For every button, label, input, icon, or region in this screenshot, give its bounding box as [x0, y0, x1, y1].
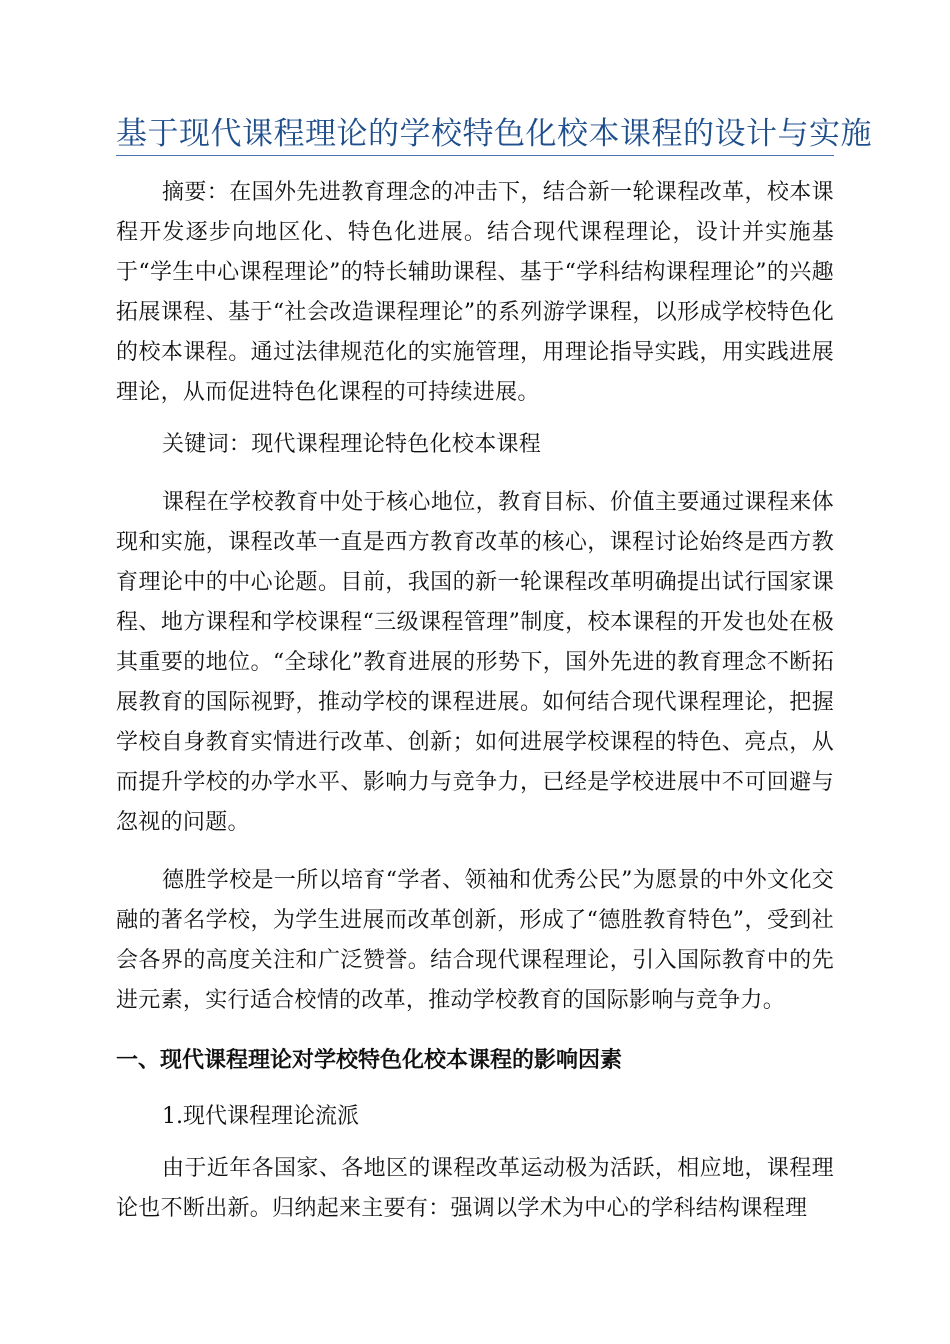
document-body [116, 173, 834, 1229]
body-paragraph-2: 德胜学校是一所以培育“学者、领袖和优秀公民”为愿景的中外文化交融的著名学校，为学生进展而改革创新，形成了“德胜教育特色”，受到社会各界的高度关注和广泛赞誉。结合现代课程理论，引入国际教育中的先进元素，实行适合校情的改革，推动学校教育的国际影响与竞争力。 [116, 868, 834, 1013]
body-paragraph-1: 课程在学校教育中处于核心地位，教育目标、价值主要通过课程来体现和实施，课程改革一直是西方教育改革的核心，课程讨论始终是西方教育理论中的中心论题。目前，我国的新一轮课程改革明确提出试行国家课程、地方课程和学校课程“三级课程管理”制度，校本课程的开发也处在极其重要的地位。“全球化”教育进展的形势下，国外先进的教育理念不断拓展教育的国际视野，推动学校的课程进展。如何结合现代课程理论，把握学校自身教育实情进行改革、创新；如何进展学校课程的特色、亮点，从而提升学校的办学水平、影响力与竞争力，已经是学校进展中不可回避与忽视的问题。 [116, 490, 834, 835]
title-underline [116, 155, 834, 156]
abstract-paragraph: 摘要：在国外先进教育理念的冲击下，结合新一轮课程改革，校本课程开发逐步向地区化、特色化进展。结合现代课程理论，设计并实施基于“学生中心课程理论”的特长辅助课程、基于“学科结构课程理论”的兴趣拓展课程、基于“社会改造课程理论”的系列游学课程，以形成学校特色化的校本课程。通过法律规范化的实施管理，用理论指导实践，用实践进展理论，从而促进特色化课程的可持续进展。 [116, 180, 834, 405]
body-paragraph-3: 由于近年各国家、各地区的课程改革运动极为活跃，相应地，课程理论也不断出新。归纳起来主要有：强调以学术为中心的学科结构课程理 [116, 1156, 834, 1221]
subsection-heading: 1.现代课程理论流派 [162, 1104, 359, 1129]
document-title: 基于现代课程理论的学校特色化校本课程的设计与实施 [116, 116, 872, 152]
keywords-paragraph: 关键词：现代课程理论特色化校本课程 [162, 432, 542, 457]
section-heading: 一、现代课程理论对学校特色化校本课程的影响因素 [116, 1048, 623, 1073]
